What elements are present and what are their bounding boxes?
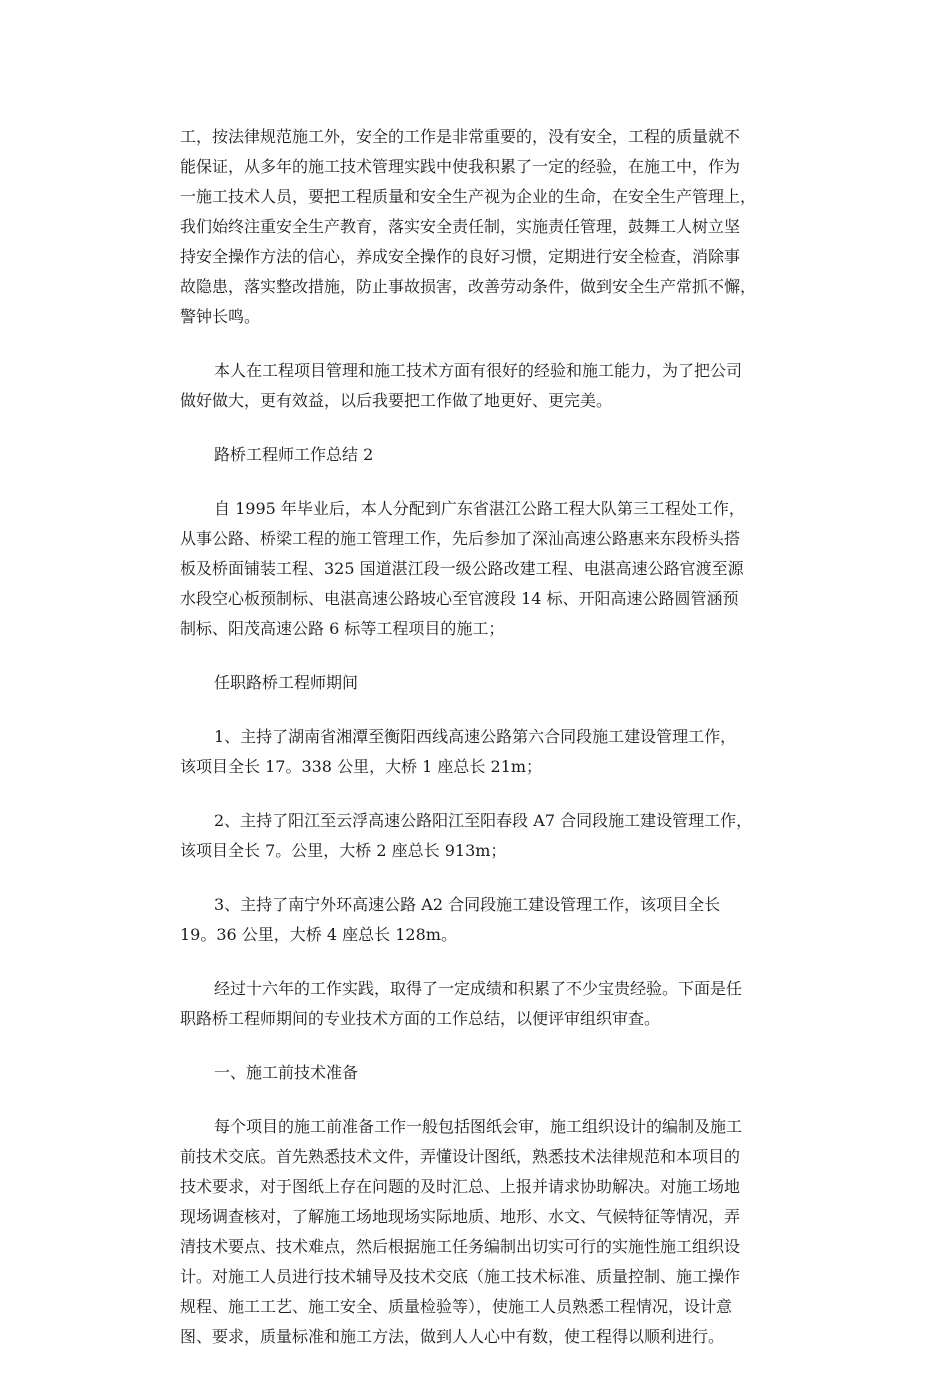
text-line: 故隐患，落实整改措施，防止事故损害，改善劳动条件，做到安全生产常抓不懈，	[180, 277, 757, 296]
paragraph-career-history	[180, 494, 780, 644]
text-line: 1、主持了湖南省湘潭至衡阳西线高速公路第六合同段施工建设管理工作，	[214, 727, 737, 746]
text-line: 能保证，从多年的施工技术管理实践中使我积累了一定的经验，在施工中，作为	[180, 157, 741, 176]
document-body	[180, 122, 780, 1376]
text-line: 该项目全长 17。338 公里，大桥 1 座总长 21m；	[180, 757, 543, 776]
text-line: 一施工技术人员，要把工程质量和安全生产视为企业的生命，在安全生产管理上，	[180, 187, 757, 206]
section-heading-tenure	[180, 668, 780, 698]
text-line: 自 1995 年毕业后，本人分配到广东省湛江公路工程大队第三工程处工作，	[214, 499, 745, 518]
text-line: 3、主持了南宁外环高速公路 A2 合同段施工建设管理工作，该项目全长	[214, 895, 721, 914]
text-line: 本人在工程项目管理和施工技术方面有很好的经验和施工能力，为了把公司	[214, 361, 743, 380]
text-line: 该项目全长 7。公里，大桥 2 座总长 913m；	[180, 841, 507, 860]
text-line: 持安全操作方法的信心，养成安全操作的良好习惯，定期进行安全检查，消除事	[180, 247, 741, 266]
list-item-project-2	[180, 806, 780, 866]
paragraph-experience	[180, 974, 780, 1034]
text-line: 现场调查核对，了解施工场地现场实际地质、地形、水文、气候特征等情况，弄	[180, 1207, 741, 1226]
text-line: 我们始终注重安全生产教育，落实安全责任制，实施责任管理，鼓舞工人树立坚	[180, 217, 741, 236]
text-line: 工，按法律规范施工外，安全的工作是非常重要的，没有安全，工程的质量就不	[180, 127, 741, 146]
paragraph-safety-management	[180, 122, 780, 332]
text-line: 经过十六年的工作实践，取得了一定成绩和积累了不少宝贵经验。下面是任	[214, 979, 743, 998]
text-line: 规程、施工工艺、施工安全、质量检验等），使施工人员熟悉工程情况，设计意	[180, 1297, 733, 1316]
text-line: 一、施工前技术准备	[214, 1063, 359, 1082]
text-line: 图、要求，质量标准和施工方法，做到人人心中有数，使工程得以顺利进行。	[180, 1327, 725, 1346]
paragraph-preparation	[180, 1112, 780, 1352]
text-line: 每个项目的施工前准备工作一般包括图纸会审，施工组织设计的编制及施工	[214, 1117, 743, 1136]
text-line: 水段空心板预制标、电湛高速公路坡心至官渡段 14 标、开阳高速公路圆管涵预	[180, 589, 739, 608]
text-line: 板及桥面铺装工程、325 国道湛江段一级公路改建工程、电湛高速公路官渡至源	[180, 559, 744, 578]
section-heading-summary-2	[180, 440, 780, 470]
text-line: 做好做大，更有效益，以后我要把工作做了地更好、更完美。	[180, 391, 613, 410]
text-line: 技术要求，对于图纸上存在问题的及时汇总、上报并请求协助解决。对施工场地	[180, 1177, 741, 1196]
list-item-project-3	[180, 890, 780, 950]
text-line: 前技术交底。首先熟悉技术文件，弄懂设计图纸，熟悉技术法律规范和本项目的	[180, 1147, 741, 1166]
text-line: 任职路桥工程师期间	[214, 673, 359, 692]
section-heading-preparation	[180, 1058, 780, 1088]
text-line: 清技术要点、技术难点，然后根据施工任务编制出切实可行的实施性施工组织设	[180, 1237, 741, 1256]
text-line: 制标、阳茂高速公路 6 标等工程项目的施工；	[180, 619, 505, 638]
text-line: 计。对施工人员进行技术辅导及技术交底（施工技术标准、质量控制、施工操作	[180, 1267, 741, 1286]
text-line: 警钟长鸣。	[180, 307, 261, 326]
list-item-project-1	[180, 722, 780, 782]
text-line: 职路桥工程师期间的专业技术方面的工作总结，以便评审组织审查。	[180, 1009, 661, 1028]
paragraph-personal-goal	[180, 356, 780, 416]
text-line: 路桥工程师工作总结 2	[214, 445, 374, 464]
text-line: 2、主持了阳江至云浮高速公路阳江至阳春段 A7 合同段施工建设管理工作，	[214, 811, 753, 830]
text-line: 从事公路、桥梁工程的施工管理工作，先后参加了深汕高速公路惠来东段桥头搭	[180, 529, 741, 548]
text-line: 19。36 公里，大桥 4 座总长 128m。	[180, 925, 457, 944]
